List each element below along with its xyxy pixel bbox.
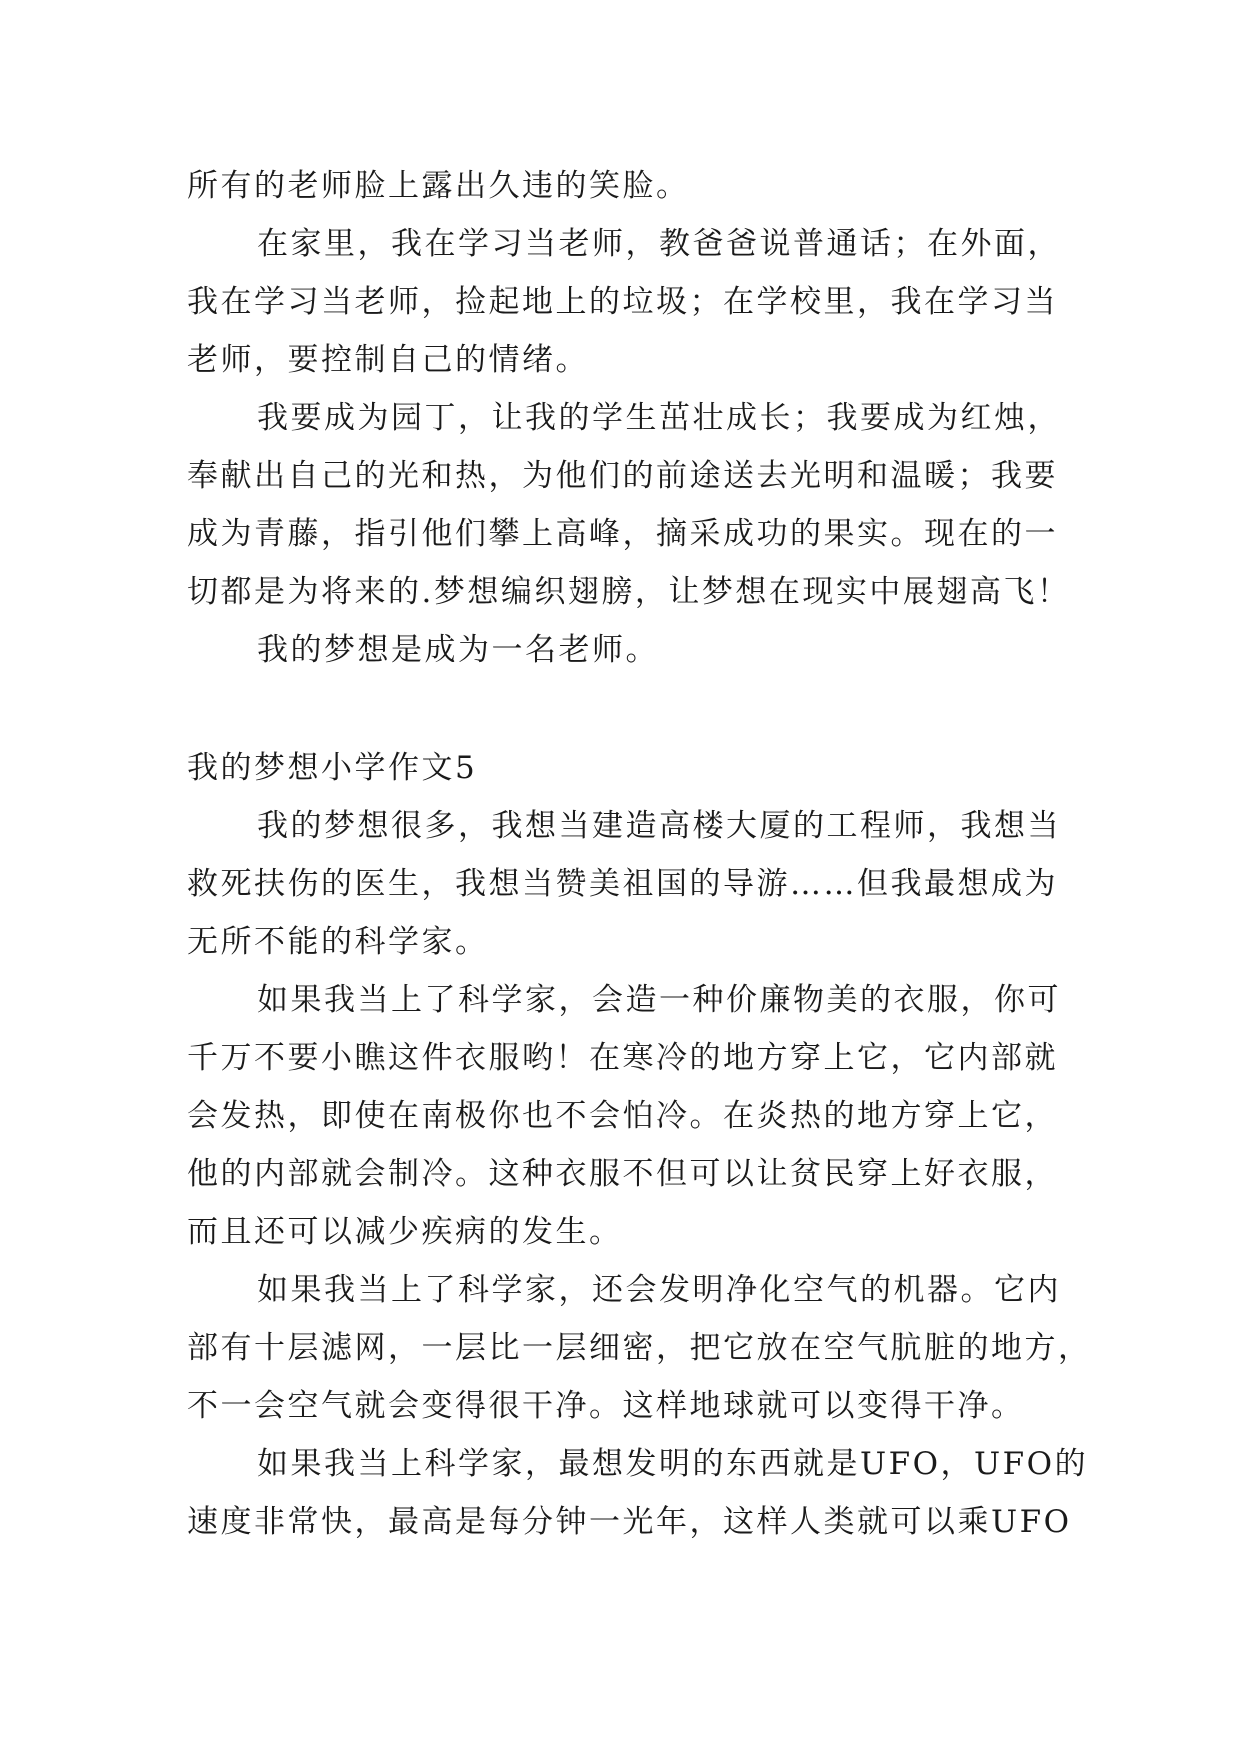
- text-line: 速度非常快，最高是每分钟一光年，这样人类就可以乘UFO: [187, 1504, 1072, 1540]
- text-line: 救死扶伤的医生，我想当赞美祖国的导游……但我最想成为: [187, 866, 1058, 902]
- text-line: 不一会空气就会变得很干净。这样地球就可以变得干净。: [187, 1388, 1025, 1424]
- text-line: 我在学习当老师，捡起地上的垃圾；在学校里，我在学习当: [187, 284, 1058, 320]
- text-line: 会发热，即使在南极你也不会怕冷。在炎热的地方穿上它，: [187, 1098, 1058, 1134]
- text-line: 他的内部就会制冷。这种衣服不但可以让贫民穿上好衣服，: [187, 1156, 1058, 1192]
- text-line: 而且还可以减少疾病的发生。: [187, 1214, 623, 1250]
- paragraph-start-line: 如果我当上科学家，最想发明的东西就是UFO，UFO的: [257, 1446, 1089, 1482]
- paragraph-start-line: 我的梦想是成为一名老师。: [257, 632, 659, 668]
- text-line: 成为青藤，指引他们攀上高峰，摘采成功的果实。现在的一: [187, 516, 1058, 552]
- section-heading: 我的梦想小学作文5: [187, 750, 478, 786]
- text-line: 所有的老师脸上露出久违的笑脸。: [187, 168, 690, 204]
- text-line: 千万不要小瞧这件衣服哟！在寒冷的地方穿上它，它内部就: [187, 1040, 1058, 1076]
- paragraph-start-line: 我要成为园丁，让我的学生茁壮成长；我要成为红烛，: [257, 400, 1061, 436]
- paragraph-start-line: 我的梦想很多，我想当建造高楼大厦的工程师，我想当: [257, 808, 1061, 844]
- text-line: 部有十层滤网，一层比一层细密，把它放在空气肮脏的地方，: [187, 1330, 1092, 1366]
- text-line: 奉献出自己的光和热，为他们的前途送去光明和温暖；我要: [187, 458, 1058, 494]
- text-line: 老师，要控制自己的情绪。: [187, 342, 589, 378]
- paragraph-start-line: 在家里，我在学习当老师，教爸爸说普通话；在外面，: [257, 226, 1061, 262]
- text-line: 切都是为将来的.梦想编织翅膀，让梦想在现实中展翅高飞！: [187, 574, 1071, 610]
- paragraph-start-line: 如果我当上了科学家，还会发明净化空气的机器。它内: [257, 1272, 1061, 1308]
- paragraph-start-line: 如果我当上了科学家，会造一种价廉物美的衣服，你可: [257, 982, 1061, 1018]
- text-line: 无所不能的科学家。: [187, 924, 489, 960]
